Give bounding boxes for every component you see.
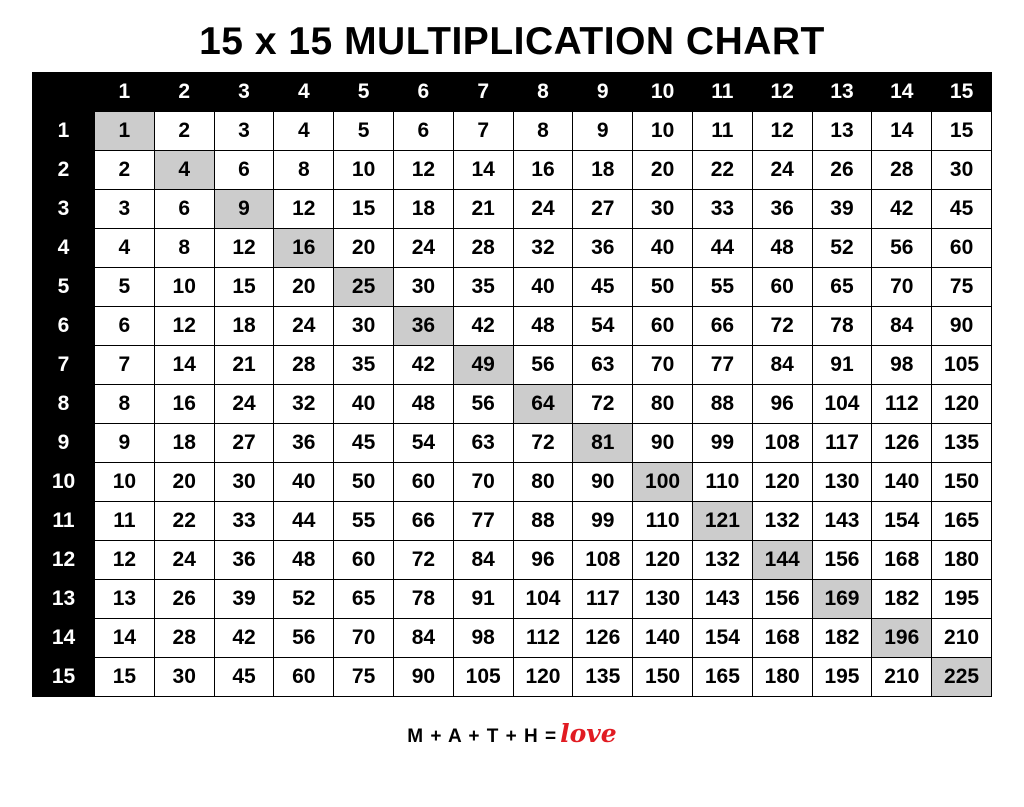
column-header: 7	[453, 73, 513, 112]
row-header: 12	[33, 541, 95, 580]
product-cell: 45	[573, 268, 633, 307]
row-header: 3	[33, 190, 95, 229]
product-cell: 180	[752, 658, 812, 697]
product-cell: 126	[872, 424, 932, 463]
multiplication-chart-page	[0, 20, 1024, 807]
product-cell: 72	[513, 424, 573, 463]
product-cell: 2	[154, 112, 214, 151]
product-cell: 48	[274, 541, 334, 580]
product-cell: 55	[692, 268, 752, 307]
product-cell: 132	[692, 541, 752, 580]
column-header: 9	[573, 73, 633, 112]
product-cell: 70	[334, 619, 394, 658]
product-cell: 140	[633, 619, 693, 658]
product-cell: 99	[692, 424, 752, 463]
row-header: 14	[33, 619, 95, 658]
product-cell: 8	[95, 385, 155, 424]
product-cell-highlighted: 144	[752, 541, 812, 580]
product-cell: 55	[334, 502, 394, 541]
header-row	[33, 73, 992, 112]
product-cell: 96	[752, 385, 812, 424]
product-cell: 77	[453, 502, 513, 541]
product-cell: 84	[872, 307, 932, 346]
product-cell: 99	[573, 502, 633, 541]
product-cell: 143	[812, 502, 872, 541]
product-cell: 32	[274, 385, 334, 424]
product-cell: 26	[812, 151, 872, 190]
product-cell-highlighted: 169	[812, 580, 872, 619]
product-cell: 15	[334, 190, 394, 229]
row-header: 7	[33, 346, 95, 385]
column-header: 12	[752, 73, 812, 112]
product-cell: 30	[154, 658, 214, 697]
chart-container	[32, 72, 992, 697]
product-cell: 30	[932, 151, 992, 190]
product-cell: 50	[334, 463, 394, 502]
table-row	[33, 580, 992, 619]
product-cell: 120	[513, 658, 573, 697]
product-cell: 90	[393, 658, 453, 697]
table-row	[33, 346, 992, 385]
product-cell: 154	[872, 502, 932, 541]
product-cell: 8	[154, 229, 214, 268]
product-cell: 48	[513, 307, 573, 346]
product-cell: 65	[334, 580, 394, 619]
product-cell: 50	[633, 268, 693, 307]
product-cell: 60	[633, 307, 693, 346]
product-cell: 12	[154, 307, 214, 346]
product-cell: 36	[573, 229, 633, 268]
product-cell: 4	[274, 112, 334, 151]
product-cell: 66	[393, 502, 453, 541]
product-cell: 112	[872, 385, 932, 424]
product-cell: 7	[453, 112, 513, 151]
product-cell: 56	[513, 346, 573, 385]
product-cell: 195	[932, 580, 992, 619]
product-cell: 168	[872, 541, 932, 580]
product-cell: 150	[932, 463, 992, 502]
column-header: 14	[872, 73, 932, 112]
product-cell: 30	[393, 268, 453, 307]
product-cell: 44	[692, 229, 752, 268]
product-cell: 112	[513, 619, 573, 658]
product-cell: 6	[214, 151, 274, 190]
row-header: 9	[33, 424, 95, 463]
product-cell: 35	[334, 346, 394, 385]
product-cell-highlighted: 16	[274, 229, 334, 268]
product-cell: 16	[513, 151, 573, 190]
footer-formula: M + A + T + H =	[407, 726, 558, 747]
table-corner-cell	[33, 73, 95, 112]
product-cell: 35	[453, 268, 513, 307]
row-header: 15	[33, 658, 95, 697]
product-cell: 44	[274, 502, 334, 541]
product-cell: 3	[95, 190, 155, 229]
product-cell: 182	[872, 580, 932, 619]
product-cell: 63	[453, 424, 513, 463]
product-cell: 22	[154, 502, 214, 541]
product-cell: 12	[393, 151, 453, 190]
product-cell: 30	[633, 190, 693, 229]
product-cell: 14	[453, 151, 513, 190]
product-cell: 98	[453, 619, 513, 658]
product-cell: 42	[453, 307, 513, 346]
product-cell: 143	[692, 580, 752, 619]
product-cell: 165	[932, 502, 992, 541]
product-cell-highlighted: 81	[573, 424, 633, 463]
row-header: 13	[33, 580, 95, 619]
product-cell: 180	[932, 541, 992, 580]
product-cell: 90	[573, 463, 633, 502]
product-cell: 18	[573, 151, 633, 190]
table-row	[33, 619, 992, 658]
product-cell: 126	[573, 619, 633, 658]
product-cell: 45	[334, 424, 394, 463]
product-cell: 2	[95, 151, 155, 190]
product-cell: 18	[154, 424, 214, 463]
product-cell: 10	[154, 268, 214, 307]
product-cell: 91	[812, 346, 872, 385]
product-cell: 84	[393, 619, 453, 658]
product-cell: 12	[95, 541, 155, 580]
footer-love-word: love	[560, 719, 617, 748]
product-cell: 24	[214, 385, 274, 424]
product-cell: 120	[932, 385, 992, 424]
product-cell: 13	[95, 580, 155, 619]
product-cell: 84	[453, 541, 513, 580]
product-cell: 28	[154, 619, 214, 658]
product-cell: 120	[633, 541, 693, 580]
product-cell: 77	[692, 346, 752, 385]
row-header: 2	[33, 151, 95, 190]
product-cell: 30	[214, 463, 274, 502]
product-cell: 42	[872, 190, 932, 229]
product-cell: 18	[393, 190, 453, 229]
product-cell: 210	[872, 658, 932, 697]
product-cell: 52	[812, 229, 872, 268]
product-cell: 24	[393, 229, 453, 268]
product-cell: 20	[334, 229, 394, 268]
product-cell: 72	[752, 307, 812, 346]
product-cell-highlighted: 64	[513, 385, 573, 424]
product-cell: 117	[573, 580, 633, 619]
page-title: 15 x 15 MULTIPLICATION CHART	[199, 20, 825, 63]
product-cell-highlighted: 25	[334, 268, 394, 307]
product-cell: 20	[274, 268, 334, 307]
product-cell: 9	[573, 112, 633, 151]
row-header: 5	[33, 268, 95, 307]
product-cell: 156	[752, 580, 812, 619]
product-cell-highlighted: 4	[154, 151, 214, 190]
product-cell: 27	[214, 424, 274, 463]
product-cell: 14	[95, 619, 155, 658]
table-row	[33, 541, 992, 580]
product-cell: 60	[334, 541, 394, 580]
product-cell: 110	[692, 463, 752, 502]
product-cell: 60	[752, 268, 812, 307]
product-cell: 16	[154, 385, 214, 424]
product-cell: 108	[573, 541, 633, 580]
product-cell: 156	[812, 541, 872, 580]
product-cell: 108	[752, 424, 812, 463]
product-cell: 33	[692, 190, 752, 229]
product-cell: 63	[573, 346, 633, 385]
table-row	[33, 658, 992, 697]
product-cell: 70	[872, 268, 932, 307]
product-cell: 135	[573, 658, 633, 697]
multiplication-table	[32, 72, 992, 697]
row-header: 1	[33, 112, 95, 151]
product-cell: 88	[692, 385, 752, 424]
row-header: 4	[33, 229, 95, 268]
product-cell: 13	[812, 112, 872, 151]
product-cell: 32	[513, 229, 573, 268]
product-cell: 195	[812, 658, 872, 697]
product-cell: 36	[214, 541, 274, 580]
product-cell: 42	[214, 619, 274, 658]
product-cell: 52	[274, 580, 334, 619]
product-cell: 14	[154, 346, 214, 385]
product-cell-highlighted: 225	[932, 658, 992, 697]
product-cell: 182	[812, 619, 872, 658]
product-cell: 12	[214, 229, 274, 268]
table-row	[33, 307, 992, 346]
product-cell: 54	[573, 307, 633, 346]
product-cell: 135	[932, 424, 992, 463]
product-cell: 132	[752, 502, 812, 541]
column-header: 15	[932, 73, 992, 112]
product-cell: 28	[274, 346, 334, 385]
product-cell: 168	[752, 619, 812, 658]
column-header: 8	[513, 73, 573, 112]
product-cell: 24	[274, 307, 334, 346]
product-cell: 90	[633, 424, 693, 463]
table-row	[33, 502, 992, 541]
product-cell: 105	[932, 346, 992, 385]
product-cell: 6	[95, 307, 155, 346]
product-cell: 54	[393, 424, 453, 463]
footer-note	[0, 719, 1024, 748]
column-header: 3	[214, 73, 274, 112]
table-row	[33, 112, 992, 151]
product-cell-highlighted: 196	[872, 619, 932, 658]
product-cell: 39	[812, 190, 872, 229]
product-cell: 18	[214, 307, 274, 346]
product-cell: 40	[274, 463, 334, 502]
product-cell: 56	[453, 385, 513, 424]
product-cell-highlighted: 9	[214, 190, 274, 229]
product-cell: 40	[334, 385, 394, 424]
product-cell: 56	[274, 619, 334, 658]
product-cell: 20	[633, 151, 693, 190]
product-cell: 117	[812, 424, 872, 463]
product-cell: 3	[214, 112, 274, 151]
table-header	[33, 73, 992, 112]
product-cell: 5	[334, 112, 394, 151]
product-cell: 48	[752, 229, 812, 268]
product-cell: 20	[154, 463, 214, 502]
row-header: 8	[33, 385, 95, 424]
product-cell: 48	[393, 385, 453, 424]
product-cell: 36	[274, 424, 334, 463]
product-cell: 120	[752, 463, 812, 502]
product-cell-highlighted: 49	[453, 346, 513, 385]
product-cell-highlighted: 100	[633, 463, 693, 502]
product-cell: 210	[932, 619, 992, 658]
column-header: 13	[812, 73, 872, 112]
product-cell: 104	[812, 385, 872, 424]
product-cell: 24	[752, 151, 812, 190]
product-cell: 110	[633, 502, 693, 541]
product-cell: 150	[633, 658, 693, 697]
product-cell: 78	[393, 580, 453, 619]
product-cell: 104	[513, 580, 573, 619]
product-cell: 60	[393, 463, 453, 502]
product-cell: 165	[692, 658, 752, 697]
product-cell: 91	[453, 580, 513, 619]
product-cell: 14	[872, 112, 932, 151]
table-row	[33, 229, 992, 268]
product-cell: 90	[932, 307, 992, 346]
product-cell: 105	[453, 658, 513, 697]
column-header: 10	[633, 73, 693, 112]
product-cell: 60	[274, 658, 334, 697]
product-cell: 9	[95, 424, 155, 463]
product-cell: 21	[214, 346, 274, 385]
table-row	[33, 151, 992, 190]
table-body	[33, 112, 992, 697]
product-cell: 10	[95, 463, 155, 502]
product-cell: 15	[95, 658, 155, 697]
product-cell: 40	[513, 268, 573, 307]
product-cell-highlighted: 36	[393, 307, 453, 346]
product-cell: 30	[334, 307, 394, 346]
column-header: 4	[274, 73, 334, 112]
product-cell: 60	[932, 229, 992, 268]
product-cell: 45	[932, 190, 992, 229]
product-cell: 28	[453, 229, 513, 268]
row-header: 10	[33, 463, 95, 502]
column-header: 5	[334, 73, 394, 112]
column-header: 6	[393, 73, 453, 112]
product-cell: 26	[154, 580, 214, 619]
product-cell: 24	[513, 190, 573, 229]
product-cell: 96	[513, 541, 573, 580]
column-header: 11	[692, 73, 752, 112]
product-cell: 7	[95, 346, 155, 385]
product-cell: 27	[573, 190, 633, 229]
product-cell: 21	[453, 190, 513, 229]
product-cell: 24	[154, 541, 214, 580]
product-cell: 42	[393, 346, 453, 385]
product-cell: 8	[513, 112, 573, 151]
table-row	[33, 463, 992, 502]
product-cell: 72	[573, 385, 633, 424]
product-cell: 4	[95, 229, 155, 268]
product-cell: 130	[812, 463, 872, 502]
product-cell: 36	[752, 190, 812, 229]
product-cell: 98	[872, 346, 932, 385]
product-cell: 40	[633, 229, 693, 268]
product-cell: 33	[214, 502, 274, 541]
table-row	[33, 424, 992, 463]
product-cell: 65	[812, 268, 872, 307]
product-cell: 22	[692, 151, 752, 190]
product-cell: 28	[872, 151, 932, 190]
product-cell: 72	[393, 541, 453, 580]
row-header: 6	[33, 307, 95, 346]
product-cell: 10	[633, 112, 693, 151]
product-cell: 11	[95, 502, 155, 541]
product-cell: 75	[932, 268, 992, 307]
product-cell-highlighted: 1	[95, 112, 155, 151]
column-header: 2	[154, 73, 214, 112]
product-cell: 154	[692, 619, 752, 658]
product-cell: 80	[513, 463, 573, 502]
table-row	[33, 190, 992, 229]
column-header: 1	[95, 73, 155, 112]
product-cell: 70	[453, 463, 513, 502]
row-header: 11	[33, 502, 95, 541]
product-cell: 5	[95, 268, 155, 307]
product-cell: 88	[513, 502, 573, 541]
product-cell: 12	[752, 112, 812, 151]
product-cell-highlighted: 121	[692, 502, 752, 541]
product-cell: 78	[812, 307, 872, 346]
product-cell: 6	[154, 190, 214, 229]
product-cell: 140	[872, 463, 932, 502]
product-cell: 39	[214, 580, 274, 619]
product-cell: 11	[692, 112, 752, 151]
product-cell: 66	[692, 307, 752, 346]
product-cell: 6	[393, 112, 453, 151]
table-row	[33, 268, 992, 307]
product-cell: 84	[752, 346, 812, 385]
table-row	[33, 385, 992, 424]
product-cell: 45	[214, 658, 274, 697]
product-cell: 15	[932, 112, 992, 151]
product-cell: 15	[214, 268, 274, 307]
product-cell: 8	[274, 151, 334, 190]
product-cell: 80	[633, 385, 693, 424]
product-cell: 56	[872, 229, 932, 268]
product-cell: 130	[633, 580, 693, 619]
product-cell: 75	[334, 658, 394, 697]
product-cell: 10	[334, 151, 394, 190]
product-cell: 70	[633, 346, 693, 385]
product-cell: 12	[274, 190, 334, 229]
